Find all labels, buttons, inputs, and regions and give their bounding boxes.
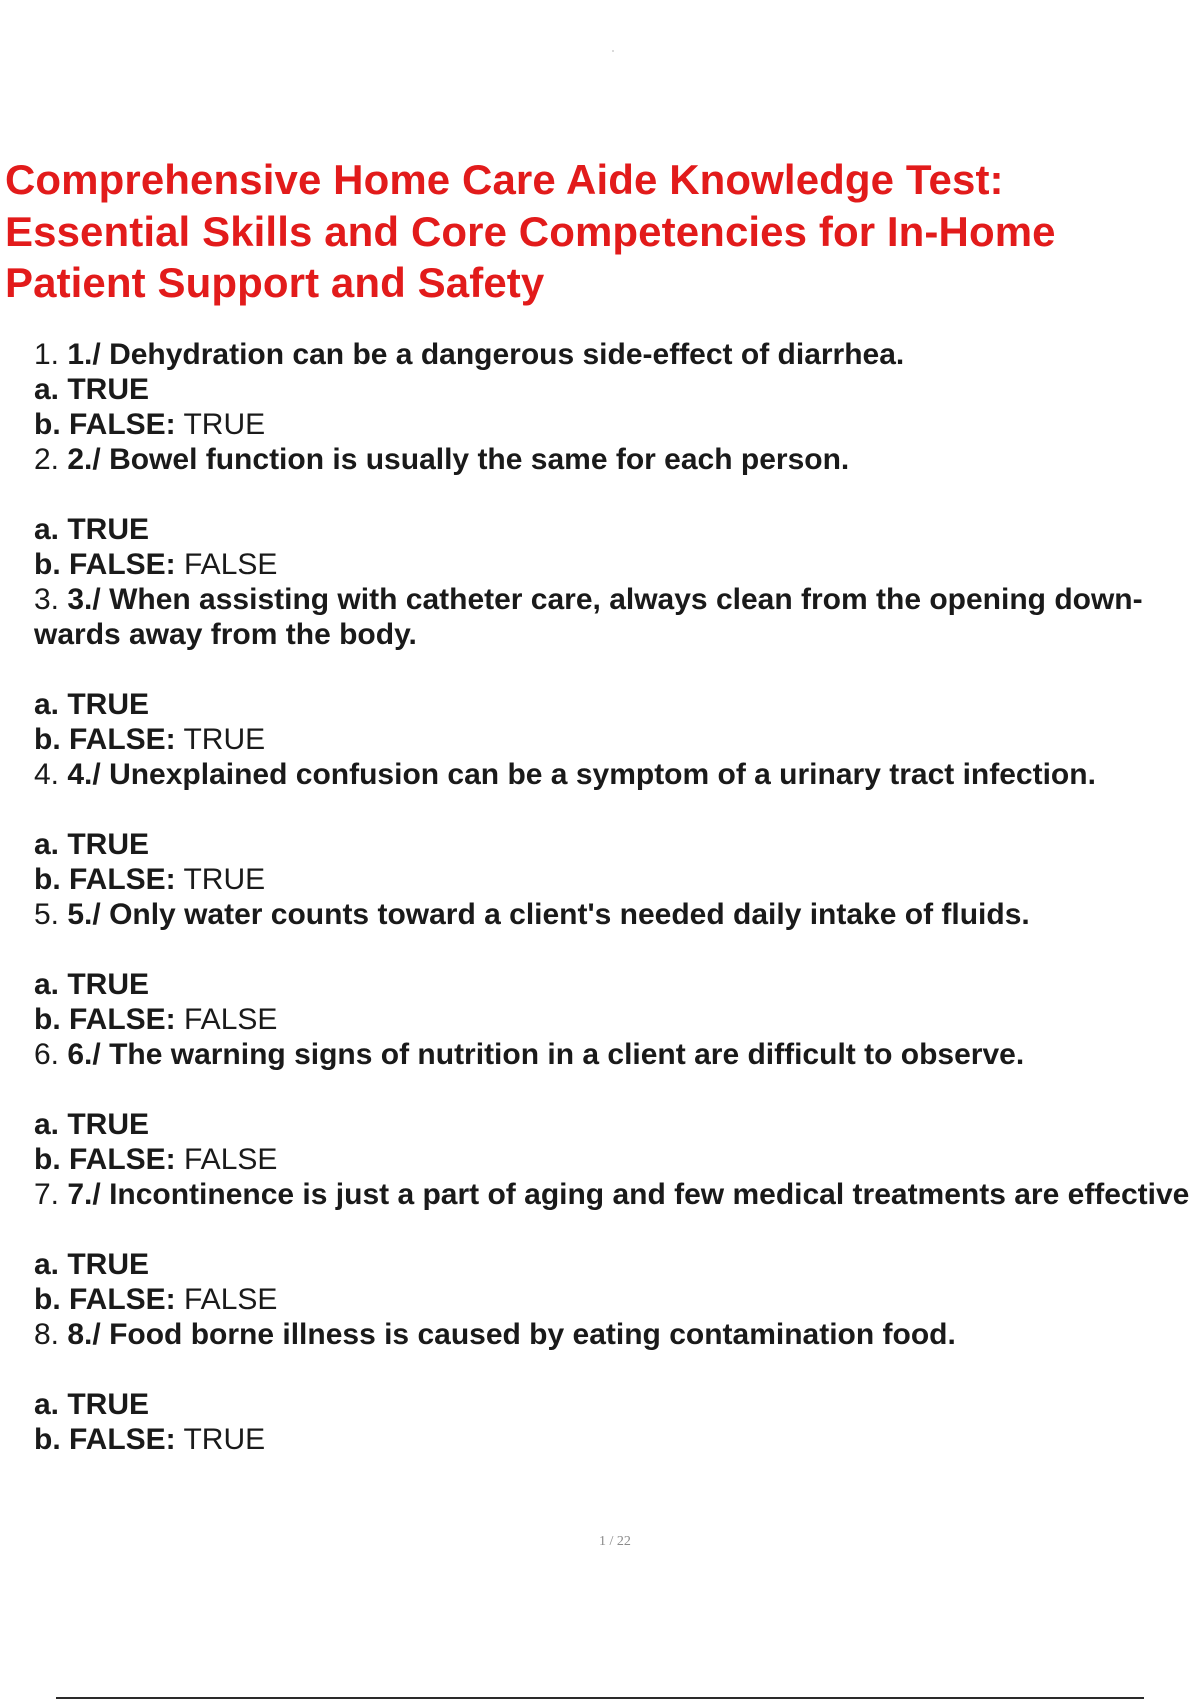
question-stem: 4./ Unexplained confusion can be a symptom of a urinary tract infection. bbox=[67, 758, 1096, 791]
spacer bbox=[34, 932, 1200, 967]
option-b bbox=[34, 1282, 1200, 1317]
option-b-label: b. FALSE: bbox=[34, 1003, 176, 1036]
option-a-label: a. TRUE bbox=[34, 1388, 150, 1421]
option-b bbox=[34, 1002, 1200, 1037]
option-a bbox=[34, 1387, 1200, 1422]
question-item bbox=[34, 1177, 1200, 1317]
top-mark bbox=[612, 50, 614, 52]
question-item bbox=[34, 757, 1200, 897]
question-number: 2. bbox=[34, 443, 60, 476]
option-a-label: a. TRUE bbox=[34, 688, 150, 721]
question-stem: 1./ Dehydration can be a dangerous side-effect of diarrhea. bbox=[67, 338, 905, 371]
option-b-label: b. FALSE: bbox=[34, 1423, 176, 1456]
question-list bbox=[34, 337, 1200, 1457]
spacer bbox=[34, 652, 1200, 687]
question-stem: 7./ Incontinence is just a part of aging and few medical treatments are effective bbox=[67, 1178, 1190, 1211]
spacer bbox=[34, 792, 1200, 827]
option-b-label: b. FALSE: bbox=[34, 408, 176, 441]
answer-text: TRUE bbox=[183, 1423, 266, 1456]
question-item bbox=[34, 442, 1200, 582]
question-text bbox=[34, 1317, 1200, 1352]
question-number: 5. bbox=[34, 898, 60, 931]
question-stem: 3./ When assisting with catheter care, always clean from the opening down- wards away from the body. bbox=[34, 583, 1151, 651]
question-stem: 5./ Only water counts toward a client's needed daily intake of fluids. bbox=[67, 898, 1030, 931]
question-item bbox=[34, 582, 1200, 757]
question-number: 3. bbox=[34, 583, 60, 616]
option-a bbox=[34, 1247, 1200, 1282]
option-a-label: a. TRUE bbox=[34, 968, 150, 1001]
option-a bbox=[34, 512, 1200, 547]
option-b-label: b. FALSE: bbox=[34, 548, 176, 581]
question-text bbox=[34, 1037, 1200, 1072]
spacer bbox=[34, 477, 1200, 512]
question-item bbox=[34, 1037, 1200, 1177]
question-item bbox=[34, 337, 1200, 442]
question-number: 8. bbox=[34, 1318, 60, 1351]
question-item bbox=[34, 897, 1200, 1037]
question-stem: 8./ Food borne illness is caused by eating contamination food. bbox=[67, 1318, 956, 1351]
option-b bbox=[34, 862, 1200, 897]
question-text bbox=[34, 582, 1200, 652]
option-b bbox=[34, 1422, 1200, 1457]
option-b-label: b. FALSE: bbox=[34, 1283, 176, 1316]
question-number: 7. bbox=[34, 1178, 60, 1211]
page-number: 1 / 22 bbox=[599, 1534, 631, 1549]
answer-text: FALSE bbox=[184, 1283, 278, 1316]
answer-text: TRUE bbox=[183, 408, 266, 441]
option-a bbox=[34, 967, 1200, 1002]
option-b bbox=[34, 1142, 1200, 1177]
option-a bbox=[34, 687, 1200, 722]
option-a-label: a. TRUE bbox=[34, 1108, 150, 1141]
question-number: 6. bbox=[34, 1038, 60, 1071]
spacer bbox=[34, 1212, 1200, 1247]
option-b bbox=[34, 407, 1200, 442]
question-item bbox=[34, 1317, 1200, 1457]
option-b-label: b. FALSE: bbox=[34, 863, 176, 896]
option-a-label: a. TRUE bbox=[34, 513, 150, 546]
question-text bbox=[34, 1177, 1200, 1212]
answer-text: FALSE bbox=[184, 548, 278, 581]
answer-text: TRUE bbox=[183, 863, 266, 896]
spacer bbox=[34, 1352, 1200, 1387]
question-text bbox=[34, 757, 1200, 792]
answer-text: FALSE bbox=[184, 1143, 278, 1176]
document-title: Comprehensive Home Care Aide Knowledge Test: Essential Skills and Core Competencies for In-Home Patient Support and Safety bbox=[5, 156, 1056, 306]
option-b-label: b. FALSE: bbox=[34, 723, 176, 756]
answer-text: FALSE bbox=[184, 1003, 278, 1036]
option-a bbox=[34, 827, 1200, 862]
option-b-label: b. FALSE: bbox=[34, 1143, 176, 1176]
spacer bbox=[34, 1072, 1200, 1107]
answer-text: TRUE bbox=[183, 723, 266, 756]
option-a-label: a. TRUE bbox=[34, 1248, 150, 1281]
bottom-rule bbox=[56, 1697, 1144, 1699]
question-stem: 2./ Bowel function is usually the same for each person. bbox=[67, 443, 850, 476]
option-a bbox=[34, 372, 1200, 407]
question-number: 4. bbox=[34, 758, 60, 791]
option-a bbox=[34, 1107, 1200, 1142]
question-text bbox=[34, 337, 1200, 372]
question-text bbox=[34, 442, 1200, 477]
option-b bbox=[34, 547, 1200, 582]
option-a-label: a. TRUE bbox=[34, 828, 150, 861]
option-a-label: a. TRUE bbox=[34, 373, 150, 406]
question-number: 1. bbox=[34, 338, 60, 371]
question-stem: 6./ The warning signs of nutrition in a client are difficult to observe. bbox=[67, 1038, 1025, 1071]
question-text bbox=[34, 897, 1200, 932]
option-b bbox=[34, 722, 1200, 757]
